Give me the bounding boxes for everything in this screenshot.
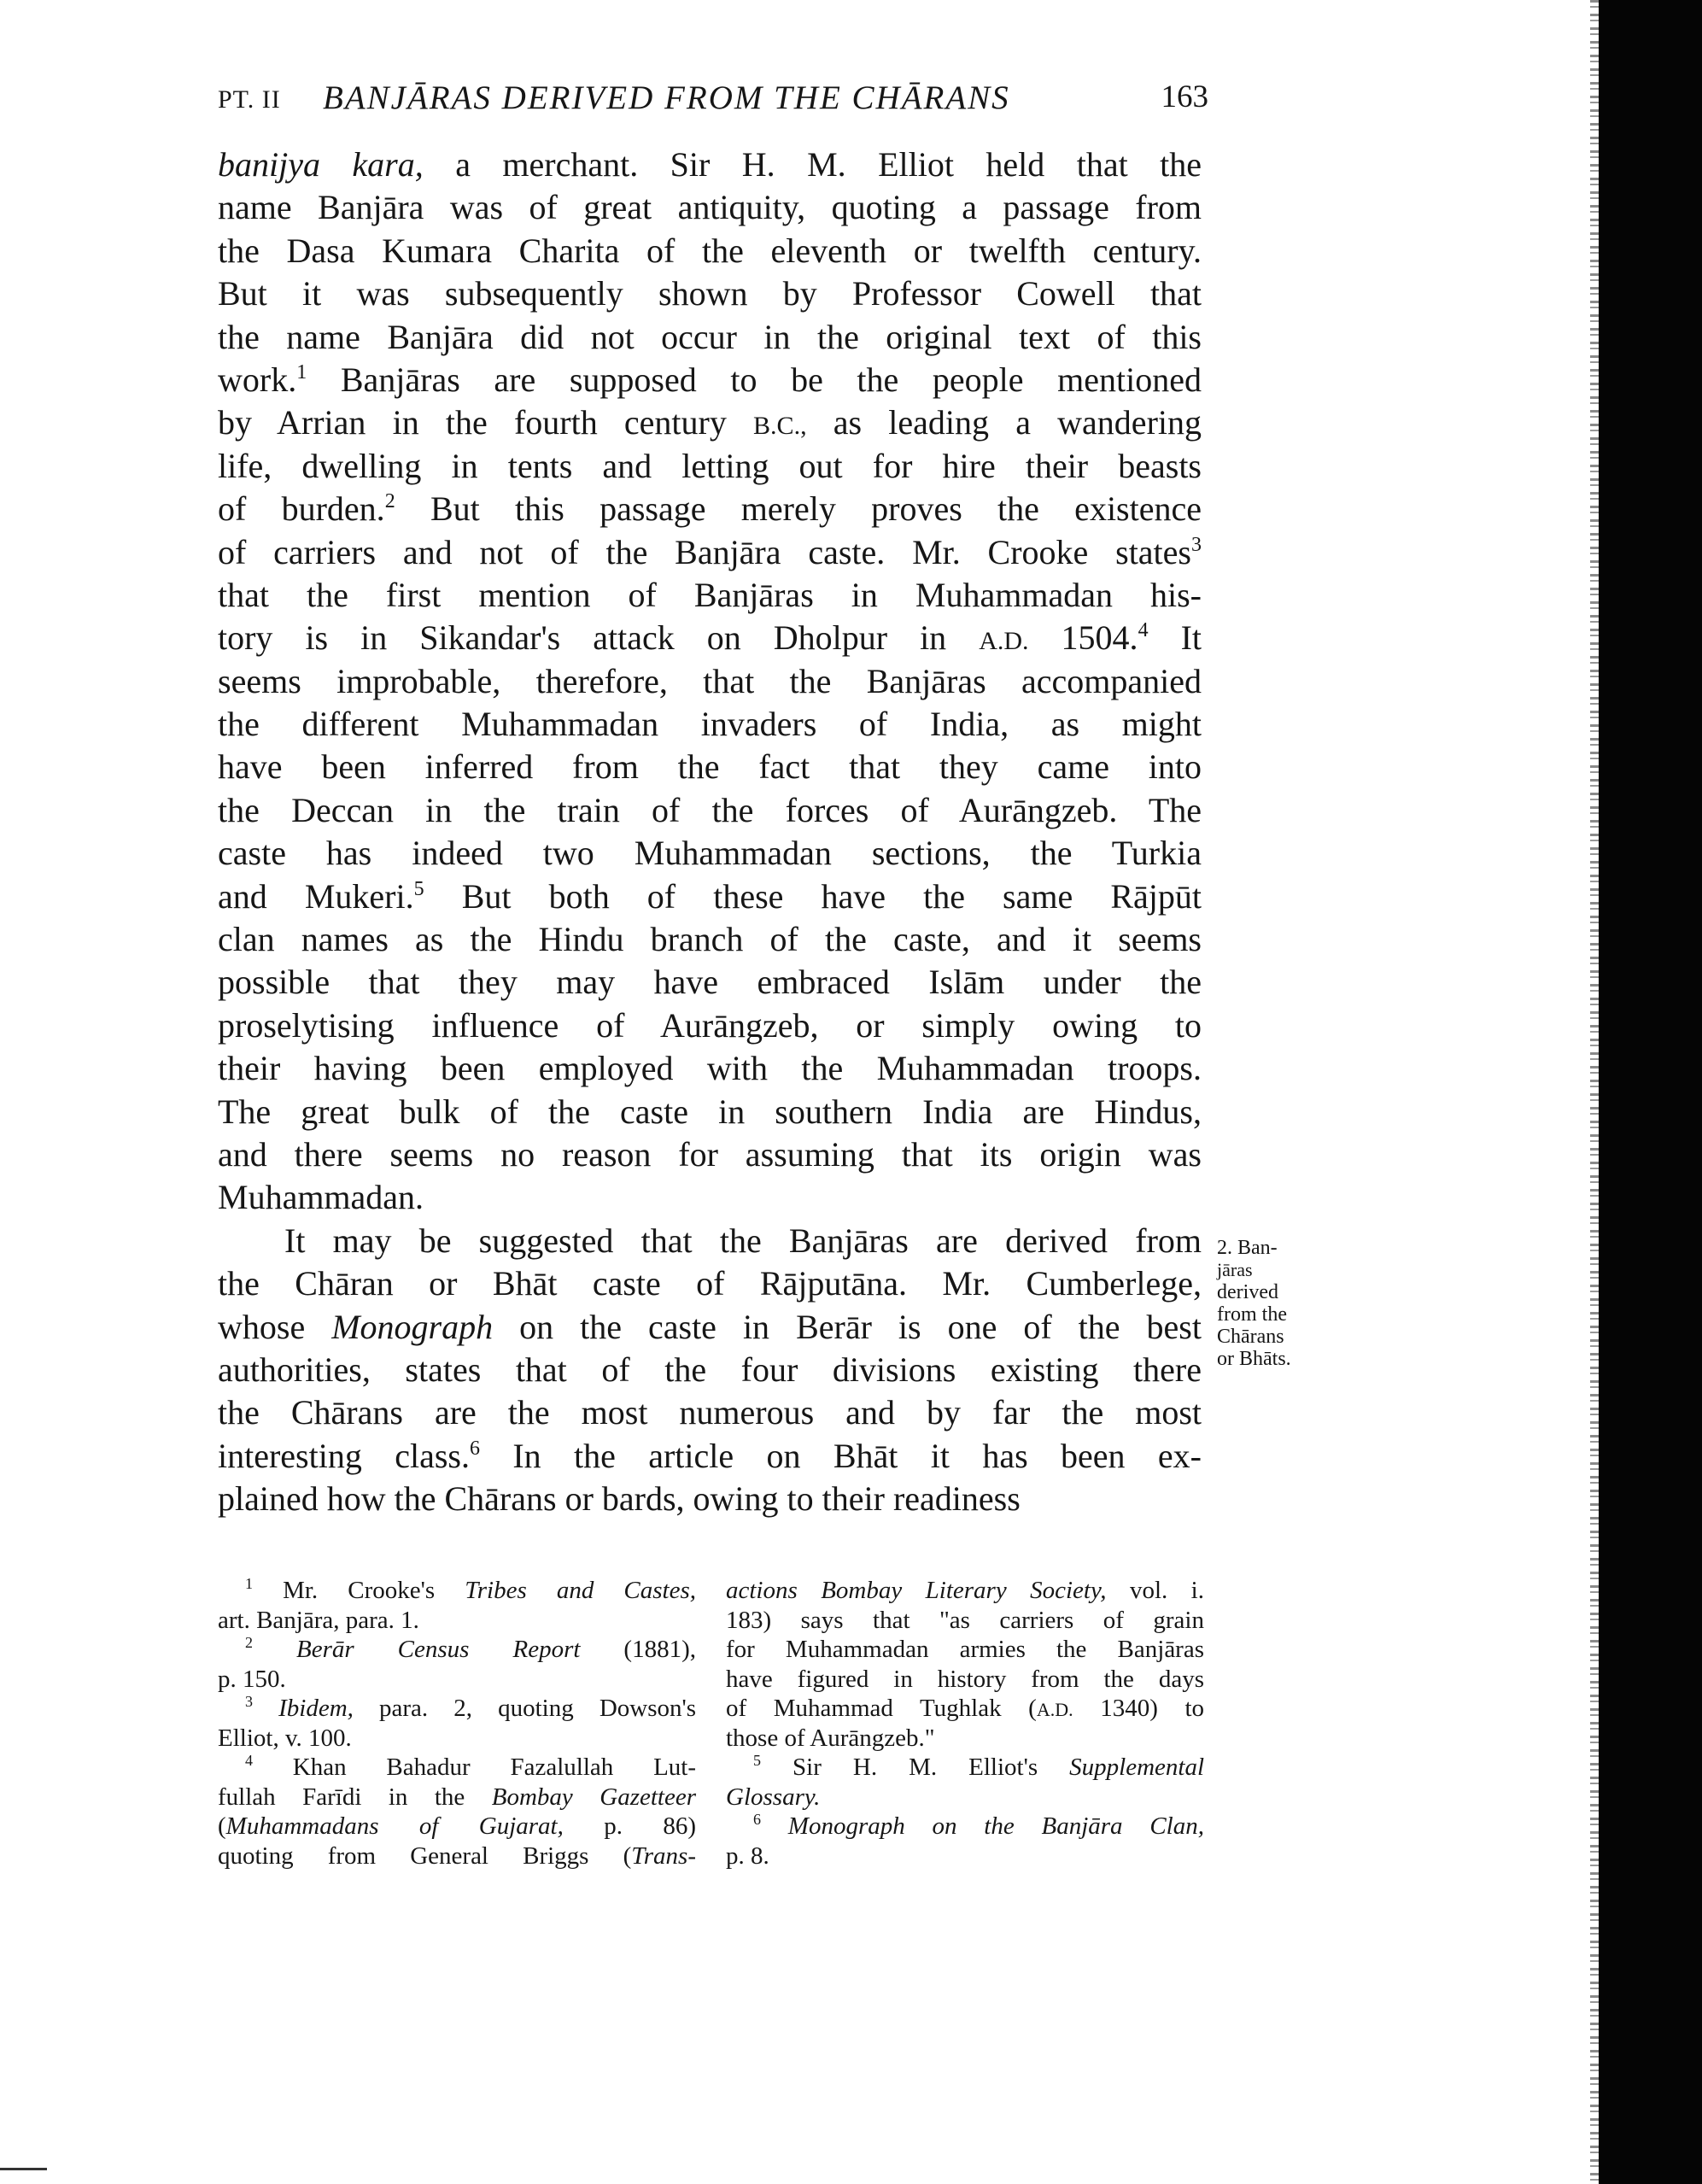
- margin-note-line: from the: [1217, 1303, 1287, 1326]
- paragraph-start-line: It may be suggested that the Banjāras are derived from: [284, 1221, 1202, 1260]
- text-line: [218, 401, 1202, 444]
- text-span: of carriers and not of the Banjāra caste. Mr. Crooke states: [218, 532, 1191, 571]
- margin-note-line: Chārans: [1217, 1326, 1284, 1348]
- text-line: have been inferred from the fact that they came into: [218, 747, 1202, 787]
- text-span: on the caste in Berār is one of the best: [493, 1307, 1202, 1346]
- footnote-line: [726, 1812, 1204, 1841]
- text-span: 1504.: [1028, 618, 1138, 658]
- italic-term: banijya kara,: [218, 145, 424, 184]
- italic-title: Glossary.: [726, 1783, 821, 1811]
- text-line: their having been employed with the Muhammadan troops.: [218, 1049, 1202, 1088]
- footnote-line: those of Aurāngzeb.": [726, 1724, 935, 1752]
- footnote-line: [726, 1576, 1204, 1606]
- scan-corner-mark: [0, 2168, 47, 2170]
- text-span: But this passage merely proves the existence: [395, 489, 1202, 529]
- text-line: the different Muhammadan invaders of India, as might: [218, 705, 1202, 744]
- footnote-line: p. 8.: [726, 1841, 769, 1870]
- footnote-line: [218, 1635, 696, 1665]
- text-span: 1340) to: [1073, 1695, 1204, 1722]
- scan-edge-shadow: [1599, 0, 1702, 2184]
- footnote-line: for Muhammadan armies the Banjāras: [726, 1636, 1204, 1663]
- text-span: (1881),: [580, 1636, 696, 1663]
- text-span: In the article on Bhāt it has been ex-: [479, 1436, 1202, 1475]
- footnote-number: 6: [753, 1811, 761, 1828]
- text-line: the Dasa Kumara Charita of the eleventh or twelfth century.: [218, 231, 1202, 270]
- text-line: that the first mention of Banjāras in Muhammadan his-: [218, 575, 1202, 614]
- text-line: [218, 143, 1202, 186]
- text-span: as leading a wandering: [806, 403, 1202, 442]
- text-span: tory is in Sikandar's attack on Dholpur in: [218, 618, 980, 658]
- text-span: interesting class.: [218, 1436, 470, 1475]
- text-line: seems improbable, therefore, that the Banjāras accompanied: [218, 661, 1202, 700]
- text-span: whose: [218, 1307, 332, 1346]
- text-span: by Arrian in the fourth century: [218, 403, 754, 442]
- footnote-ref: 1: [296, 360, 307, 384]
- text-line: the Chārans are the most numerous and by far the most: [218, 1393, 1202, 1432]
- italic-title: Monograph on the Banjāra Clan,: [761, 1812, 1204, 1840]
- footnote-line: [726, 1694, 1204, 1724]
- footnote-number: 4: [245, 1752, 253, 1769]
- italic-title: Tribes and Castes,: [465, 1577, 696, 1604]
- text-span: p. 86): [563, 1812, 696, 1840]
- footnote-number: 3: [245, 1693, 253, 1710]
- text-line: caste has indeed two Muhammadan sections, the Turkia: [218, 834, 1202, 873]
- footnote-number: 5: [753, 1752, 761, 1769]
- text-line: But it was subsequently shown by Professor Cowell that: [218, 274, 1202, 313]
- footnote-ref: 3: [1191, 533, 1202, 556]
- margin-note: [1217, 1237, 1345, 1370]
- footnote-line: [218, 1783, 696, 1812]
- footnote-line: [218, 1812, 696, 1841]
- text-line: The great bulk of the caste in southern India are Hindus,: [218, 1092, 1202, 1131]
- margin-note-line: 2. Ban-: [1217, 1237, 1278, 1259]
- text-span: (: [218, 1812, 226, 1840]
- footnote-line: [218, 1753, 696, 1783]
- text-line: the Deccan in the train of the forces of Aurāngzeb. The: [218, 790, 1202, 829]
- footnote-line: [726, 1753, 1204, 1783]
- italic-title: Bombay Gazetteer: [491, 1783, 697, 1811]
- footnote-ref: 4: [1138, 619, 1149, 642]
- text-line: [218, 359, 1202, 401]
- italic-title: Berār Census Report: [296, 1636, 581, 1663]
- text-line: [218, 531, 1202, 574]
- text-line: the name Banjāra did not occur in the original text of this: [218, 317, 1202, 356]
- text-line: authorities, states that of the four divisions existing there: [218, 1350, 1202, 1389]
- body-text: [218, 143, 1202, 1521]
- text-span: quoting from General Briggs (: [218, 1841, 632, 1870]
- margin-note-line: or Bhāts.: [1217, 1348, 1291, 1370]
- page-edge-texture: [1590, 0, 1599, 2184]
- text-line: plained how the Chārans or bards, owing to their readiness: [218, 1479, 1021, 1519]
- part-label: PT. II: [218, 85, 281, 114]
- text-span: and Mukeri.: [218, 876, 414, 916]
- italic-title: Muhammadans of Gujarat,: [225, 1812, 564, 1840]
- footnote-line: p. 150.: [218, 1665, 286, 1693]
- text-span: of Muhammad Tughlak (: [726, 1695, 1037, 1722]
- text-line: and there seems no reason for assuming that its origin was: [218, 1134, 1202, 1174]
- running-title: BANJĀRAS DERIVED FROM THE CHĀRANS: [323, 79, 1010, 116]
- small-caps: B.C.,: [753, 412, 807, 441]
- italic-title: actions Bombay Literary Society,: [726, 1577, 1107, 1604]
- italic-title: Ibidem,: [278, 1695, 354, 1722]
- italic-title: Trans-: [631, 1841, 696, 1870]
- footnotes-left-column: [218, 1576, 696, 1871]
- text-line: name Banjāra was of great antiquity, quoting a passage from: [218, 188, 1202, 227]
- text-line: clan names as the Hindu branch of the caste, and it seems: [218, 920, 1202, 959]
- small-caps: A.D.: [1036, 1699, 1073, 1720]
- text-line: the Chāran or Bhāt caste of Rājputāna. Mr. Cumberlege,: [218, 1264, 1202, 1303]
- page-number: 163: [1161, 79, 1208, 114]
- text-span: It: [1148, 618, 1202, 658]
- text-span: Sir H. M. Elliot's: [761, 1754, 1070, 1781]
- text-line: Muhammadan.: [218, 1178, 424, 1217]
- footnote-line: art. Banjāra, para. 1.: [218, 1606, 419, 1634]
- text-span: of burden.: [218, 489, 385, 529]
- text-span: para. 2, quoting Dowson's: [353, 1695, 696, 1722]
- footnote-line: Elliot, v. 100.: [218, 1724, 352, 1752]
- footnotes-right-column: [726, 1576, 1204, 1871]
- text-span: But both of these have the same Rājpūt: [424, 876, 1202, 916]
- italic-title: Monograph: [331, 1307, 494, 1346]
- text-line: [218, 1306, 1202, 1349]
- margin-note-line: jāras: [1217, 1259, 1253, 1280]
- footnote-line: 183) says that "as carriers of grain: [726, 1606, 1204, 1634]
- text-line: [218, 617, 1202, 659]
- small-caps: A.D.: [979, 627, 1029, 656]
- text-span: fullah Farīdi in the: [218, 1783, 492, 1811]
- text-line: life, dwelling in tents and letting out for hire their beasts: [218, 446, 1202, 485]
- footnote-ref: 2: [384, 490, 395, 513]
- footnote-ref: 6: [469, 1437, 480, 1460]
- text-line: possible that they may have embraced Islām under the: [218, 963, 1202, 1002]
- text-line: [218, 1435, 1202, 1478]
- italic-title: Supplemental: [1069, 1754, 1204, 1781]
- text-line: [218, 488, 1202, 530]
- footnote-line: [218, 1841, 696, 1871]
- text-span: work.: [218, 360, 297, 399]
- text-span: a merchant. Sir H. M. Elliot held that the: [423, 145, 1202, 184]
- text-span: vol. i.: [1106, 1577, 1204, 1604]
- footnote-line: have figured in history from the days: [726, 1665, 1204, 1693]
- text-line: [218, 875, 1202, 918]
- footnote-line: [218, 1694, 696, 1724]
- text-span: Mr. Crooke's: [253, 1577, 465, 1604]
- footnote-number: 1: [245, 1575, 253, 1592]
- footnote-ref: 5: [413, 877, 424, 900]
- footnote-line: [726, 1783, 1204, 1812]
- running-header: [218, 79, 1208, 121]
- margin-note-line: derived: [1217, 1281, 1278, 1303]
- text-span: Banjāras are supposed to be the people mentioned: [307, 360, 1202, 399]
- text-line: proselytising influence of Aurāngzeb, or simply owing to: [218, 1005, 1202, 1045]
- footnote-number: 2: [245, 1634, 253, 1651]
- footnote-line: [218, 1576, 696, 1606]
- text-span: Khan Bahadur Fazalullah Lut-: [253, 1754, 696, 1781]
